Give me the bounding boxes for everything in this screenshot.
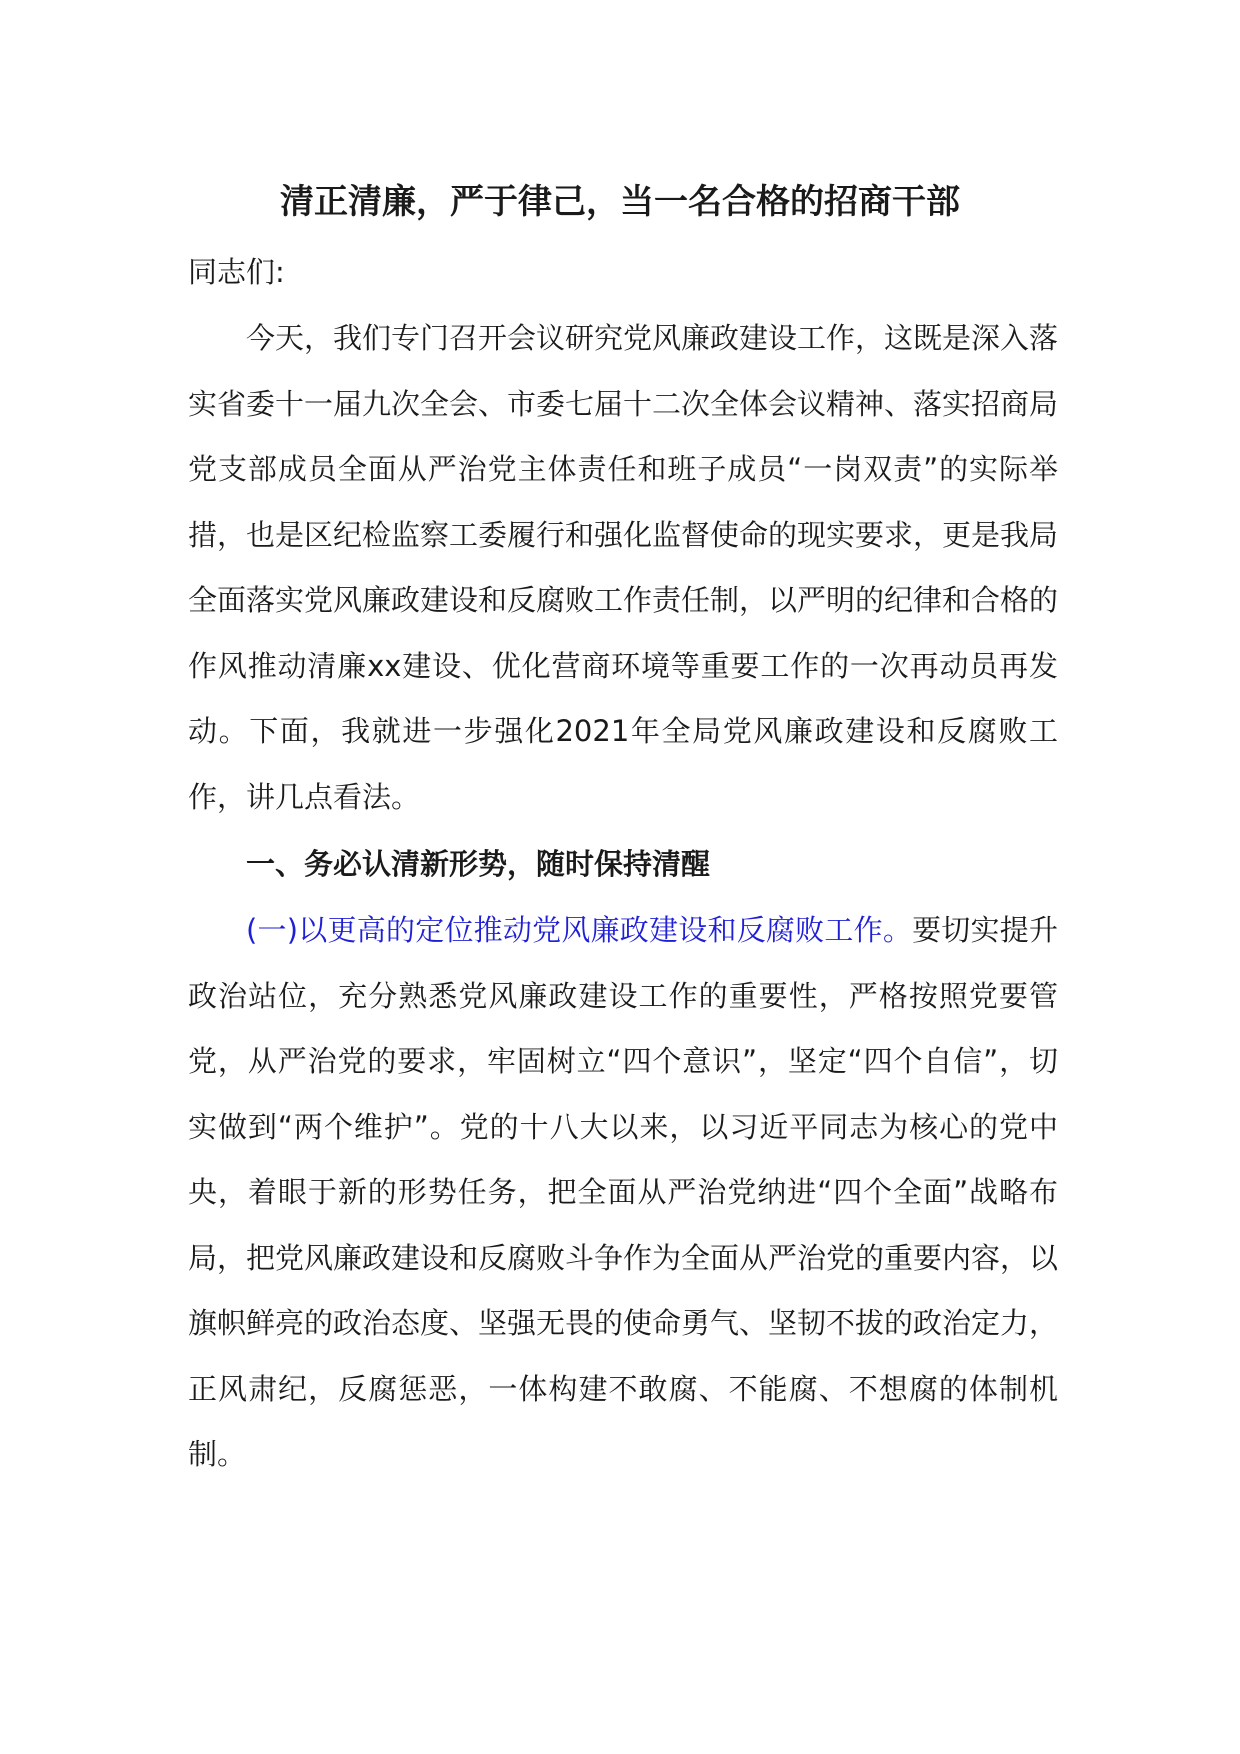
section-heading-1: 一、务必认清新形势，随时保持清醒 <box>246 847 711 881</box>
salutation: 同志们: <box>188 255 285 289</box>
subsection-heading-1: (一)以更高的定位推动党风廉政建设和反腐败工作。 <box>246 913 913 947</box>
document-title: 清正清廉，严于律己，当一名合格的招商干部 <box>280 182 960 222</box>
subsection-body-1: 要切实提升政治站位，充分熟悉党风廉政建设工作的重要性，严格按照党要管党，从严治党的要求，牢固树立“四个意识”，坚定“四个自信”，切实做到“两个维护”。党的十八大以来，以习近平同志为核心的党中央，着眼于新的形势任务，把全面从严治党纳进“四个全面”战略布局，把党风廉政建设和反腐败斗争作为全面从严治党的重要内容，以旗帜鲜亮的政治态度、坚强无畏的使命勇气、坚韧不拔的政治定力，正风肃纪，反腐惩恶，一体构建不敢腐、不能腐、不想腐的体制机制。 <box>188 913 1059 1471</box>
paragraph-subsection-1 <box>188 898 1058 1488</box>
paragraph-intro: 今天，我们专门召开会议研究党风廉政建设工作，这既是深入落实省委十一届九次全会、市委七届十二次全体会议精神、落实招商局党支部成员全面从严治党主体责任和班子成员“一岗双责”的实际举措，也是区纪检监察工委履行和强化监督使命的现实要求，更是我局全面落实党风廉政建设和反腐败工作责任制，以严明的纪律和合格的作风推动清廉xx建设、优化营商环境等重要工作的一次再动员再发动。下面，我就进一步强化2021年全局党风廉政建设和反腐败工作，讲几点看法。 <box>188 321 1059 814</box>
